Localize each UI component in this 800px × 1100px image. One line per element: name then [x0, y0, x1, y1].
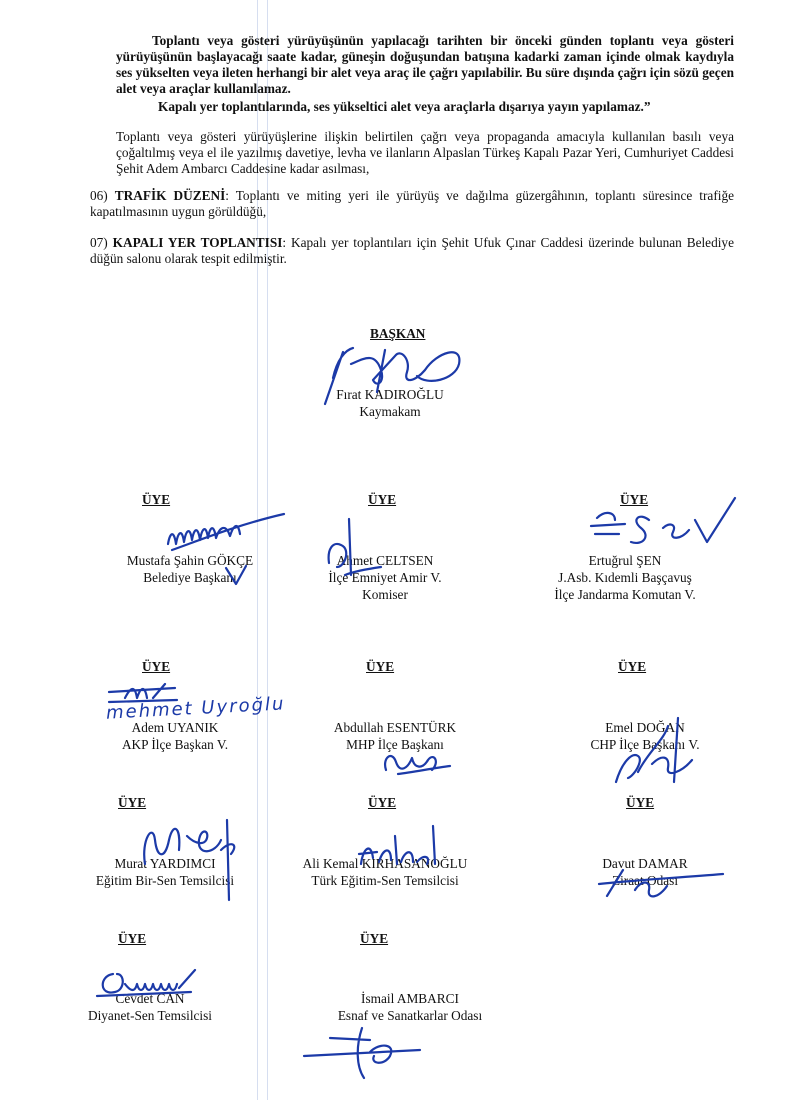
- member-title: J.Asb. Kıdemli Başçavuş: [558, 570, 692, 585]
- member-signature: [608, 712, 708, 792]
- member-signature: [355, 818, 445, 878]
- member-signature: [315, 515, 405, 585]
- member-title: İlçe Emniyet Amir V.: [328, 570, 442, 585]
- member-heading: ÜYE: [118, 931, 147, 946]
- member-title: Belediye Başkanı: [143, 570, 237, 585]
- member-heading: ÜYE: [368, 795, 397, 810]
- item-title: TRAFİK DÜZENİ: [114, 188, 226, 203]
- member-name: Ertuğrul ŞEN: [588, 553, 662, 568]
- member-name: Ahmet CELTSEN: [336, 553, 434, 568]
- member-heading: ÜYE: [360, 931, 389, 946]
- chair-name: Fırat KADIROĞLU: [336, 387, 444, 402]
- notice-line-2: Kapalı yer toplantılarında, ses yükseltici alet veya araçlarla dışarıya yayın yapılamaz.”: [158, 99, 651, 114]
- member-heading: ÜYE: [618, 659, 647, 674]
- member-signature: [135, 810, 245, 910]
- posting-paragraph: Toplantı veya gösteri yürüyüşlerine ilişkin belirtilen çağrı veya propaganda amacıyla kullanılan basılı veya çoğaltılmış veya el ile yazılmış davetiye, levha ve ilanların Alpaslan Türkeş Kapalı Pazar Yeri, Cumhuriyet Caddesi Şehit Adem Ambarcı Caddesine kadar asılması,: [116, 129, 734, 176]
- member-name: Cevdet CAN: [115, 991, 185, 1006]
- member-name: Emel DOĞAN: [605, 720, 685, 735]
- member-signature: [95, 962, 205, 1002]
- item-06: [90, 188, 734, 220]
- member-title: Eğitim Bir-Sen Temsilcisi: [95, 873, 235, 888]
- member-name: Murat YARDIMCI: [114, 856, 216, 871]
- member-signature: [595, 860, 735, 910]
- notice-line-1: Toplantı veya gösteri yürüyüşünün yapılacağı tarihten bir önceki günden toplantı veya gösteri yürüyüşünün başlayacağı saate kadar, güneşin doğuşundan batışına kadarki zaman içinde olmak kaydıyla ses yükselten veya ileten herhangi bir alet veya araç ile çağrı yapılabilir. Bu süre dışında çağrı için sözü geçen alet veya araçlar kullanılamaz.: [116, 33, 734, 96]
- member-title: Diyanet-Sen Temsilcisi: [87, 1008, 212, 1023]
- member-heading: ÜYE: [626, 795, 655, 810]
- member-title: AKP İlçe Başkan V.: [121, 737, 229, 752]
- item-number: 06): [90, 188, 108, 203]
- chair-signature: [315, 330, 475, 410]
- member-block: [520, 552, 730, 603]
- member-title-2: Komiser: [362, 587, 408, 602]
- member-title: Esnaf ve Sanatkarlar Odası: [337, 1008, 483, 1023]
- item-number: 07): [90, 235, 108, 250]
- item-07: [90, 235, 734, 267]
- member-heading: ÜYE: [142, 659, 171, 674]
- item-text: : Toplantı ve miting yeri ile yürüyüş ve dağılma güzergâhının, toplantı süresince trafiğe kapatılmasının uygun görüldüğü,: [90, 188, 734, 219]
- member-signature: [378, 740, 458, 780]
- member-heading: ÜYE: [142, 492, 171, 507]
- member-heading: ÜYE: [368, 492, 397, 507]
- item-title: KAPALI YER TOPLANTISI: [112, 235, 283, 250]
- member-signature: [160, 510, 300, 590]
- member-name: Adem UYANIK: [131, 720, 219, 735]
- member-title-2: İlçe Jandarma Komutan V.: [554, 587, 696, 602]
- member-heading: ÜYE: [118, 795, 147, 810]
- chair-title: Kaymakam: [359, 404, 421, 419]
- member-signature: [300, 1022, 430, 1086]
- member-heading: ÜYE: [620, 492, 649, 507]
- member-block: [320, 990, 500, 1024]
- member-title: CHP İlçe Başkanı V.: [590, 737, 700, 752]
- member-block: [100, 719, 250, 753]
- member-title: Türk Eğitim-Sen Temsilcisi: [311, 873, 459, 888]
- member-name: Ali Kemal KIRHASANOĞLU: [302, 856, 468, 871]
- member-name: Abdullah ESENTÜRK: [333, 720, 457, 735]
- handwritten-name: mehmet Uyroğlu: [105, 693, 286, 724]
- chair-heading: BAŞKAN: [370, 326, 426, 341]
- member-signature: [585, 490, 745, 550]
- member-heading: ÜYE: [366, 659, 395, 674]
- member-title: MHP İlçe Başkanı: [346, 737, 444, 752]
- member-title: Ziraat Odası: [611, 873, 679, 888]
- member-name: İsmail AMBARCI: [361, 991, 459, 1006]
- member-name: Davut DAMAR: [602, 856, 688, 871]
- member-name: Mustafa Şahin GÖKÇE: [126, 553, 254, 568]
- item-text: : Kapalı yer toplantıları için Şehit Ufuk Çınar Caddesi üzerinde bulunan Belediye düğün salonu olarak tespit edilmiştir.: [90, 235, 734, 266]
